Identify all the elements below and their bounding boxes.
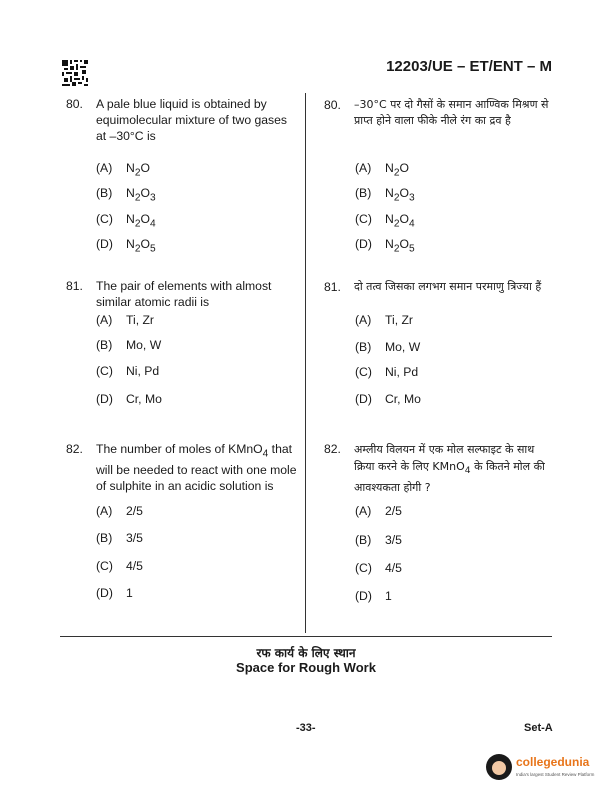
mascot-icon — [486, 754, 512, 780]
option-d[interactable]: (D) Cr, Mo — [355, 392, 421, 406]
logo-tagline: India's largest Student Review Platform — [516, 772, 595, 777]
option-d[interactable]: (D) 1 — [355, 589, 392, 603]
column-divider — [305, 93, 306, 633]
option-b[interactable]: (B) Mo, W — [355, 340, 421, 354]
question-text-line: क्रिया करने के लिए KMnO$_4$ के कितने मोल की — [354, 460, 545, 477]
option-b[interactable]: (B) Mo, W — [96, 338, 162, 352]
paper-code: 12203/UE – ET/ENT – M — [386, 58, 552, 75]
option-c[interactable]: (C) Ni, Pd — [96, 364, 160, 378]
question-text-line: The number of moles of KMnO$_4$ that — [96, 442, 293, 460]
question-text-line: The pair of elements with almost — [96, 279, 272, 293]
question-text-line: will be needed to react with one mole — [96, 463, 297, 478]
question-number: 80. — [66, 97, 83, 111]
question-text-line: अम्लीय विलयन में एक मोल सल्फाइट के साथ — [354, 443, 535, 456]
option-a[interactable]: (A) 2/5 — [355, 504, 402, 518]
question-text-line: आवश्यकता होगी ? — [354, 481, 431, 495]
question-text-line: –30°C पर दो गैसों के समान आण्विक मिश्रण से — [354, 98, 549, 111]
option-a[interactable]: (A) 2/5 — [96, 504, 143, 518]
set-label: Set-A — [524, 722, 553, 734]
option-a[interactable]: (A) $N_2O$ — [355, 161, 409, 179]
option-b[interactable]: (B) $N_2O_3$ — [355, 186, 415, 204]
rough-work-label: Space for Rough Work — [236, 660, 376, 675]
option-c[interactable]: (C) 4/5 — [96, 559, 143, 573]
horizontal-rule — [60, 636, 552, 637]
rough-work-label-hindi: रफ कार्य के लिए स्थान — [256, 646, 356, 660]
question-text-line: प्राप्त होने वाला फीके नीले रंग का द्रव है — [354, 114, 511, 127]
option-a[interactable]: (A) Ti, Zr — [355, 313, 413, 327]
qr-code — [62, 60, 88, 86]
question-number: 81. — [324, 280, 341, 294]
option-d[interactable]: (D) 1 — [96, 586, 133, 600]
option-b[interactable]: (B) $N_2O_3$ — [96, 186, 156, 204]
option-c[interactable]: (C) 4/5 — [355, 561, 402, 575]
option-d[interactable]: (D) $N_2O_5$ — [355, 237, 415, 255]
question-number: 81. — [66, 279, 83, 293]
option-c[interactable]: (C) $N_2O_4$ — [355, 212, 415, 230]
option-d[interactable]: (D) $N_2O_5$ — [96, 237, 156, 255]
question-number: 80. — [324, 98, 341, 112]
collegedunia-logo — [486, 752, 606, 784]
question-text-line: of sulphite in an acidic solution is — [96, 479, 274, 494]
option-a[interactable]: (A) Ti, Zr — [96, 313, 154, 327]
question-text-line: दो तत्व जिसका लगभग समान परमाणु त्रिज्या हैं — [354, 280, 542, 293]
logo-brand-text: collegedunia — [516, 755, 590, 769]
option-c[interactable]: (C) $N_2O_4$ — [96, 212, 156, 230]
option-b[interactable]: (B) 3/5 — [355, 533, 402, 547]
option-c[interactable]: (C) Ni, Pd — [355, 365, 419, 379]
option-a[interactable]: (A) $N_2O$ — [96, 161, 150, 179]
option-b[interactable]: (B) 3/5 — [96, 531, 143, 545]
question-text-line: A pale blue liquid is obtained by — [96, 97, 267, 111]
question-text-line: equimolecular mixture of two gases — [96, 113, 288, 127]
question-number: 82. — [66, 442, 83, 456]
question-text-line: at –30°C is — [96, 129, 156, 143]
question-number: 82. — [324, 442, 341, 456]
page-number: -33- — [296, 722, 316, 734]
question-text-line: similar atomic radii is — [96, 295, 210, 309]
option-d[interactable]: (D) Cr, Mo — [96, 392, 162, 406]
